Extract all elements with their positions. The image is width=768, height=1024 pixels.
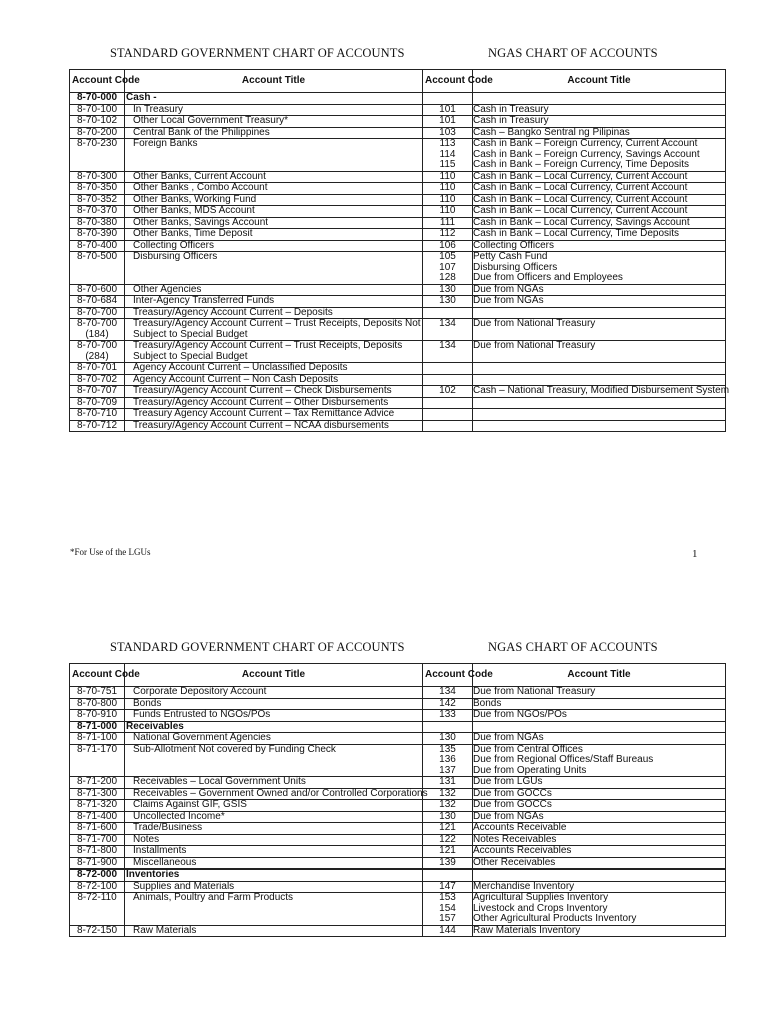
account-title-cell: In Treasury [125, 104, 423, 116]
table-row [70, 284, 726, 296]
ngas-title-cell: Agricultural Supplies Inventory Livestock and Crops Inventory Other Agricultural Products Inventory [473, 893, 726, 926]
ngas-code-cell: 139 [423, 857, 473, 869]
account-title-cell: Other Banks, Current Account [125, 171, 423, 183]
ngas-code-cell [423, 420, 473, 432]
table-row [70, 183, 726, 195]
ngas-code-cell: 122 [423, 834, 473, 846]
account-code-cell: 8-70-709 [70, 397, 125, 409]
sgca-heading: STANDARD GOVERNMENT CHART OF ACCOUNTS [110, 46, 405, 60]
account-code-cell: 8-70-380 [70, 217, 125, 229]
table-row [70, 777, 726, 789]
ngas-title-cell: Cash in Bank – Local Currency, Current Account [473, 171, 726, 183]
account-code-cell: 8-70-600 [70, 284, 125, 296]
account-code-cell: 8-70-000 [70, 93, 125, 105]
account-code-cell: 8-70-350 [70, 183, 125, 195]
account-code-cell: 8-71-320 [70, 800, 125, 812]
account-title-cell: Raw Materials [125, 925, 423, 937]
ngas-title-cell: Other Receivables [473, 857, 726, 869]
ngas-code-cell: 132 [423, 800, 473, 812]
ngas-code-cell: 144 [423, 925, 473, 937]
account-code-cell: 8-71-900 [70, 857, 125, 869]
account-code-cell: 8-71-400 [70, 811, 125, 823]
ngas-code-cell: 102 [423, 386, 473, 398]
table-row [70, 733, 726, 745]
table-row [70, 409, 726, 421]
ngas-code-cell: 110 [423, 171, 473, 183]
account-title-cell: Agency Account Current – Non Cash Deposits [125, 374, 423, 386]
account-title-cell: Other Banks, Time Deposit [125, 229, 423, 241]
account-title-cell: Foreign Banks [125, 139, 423, 172]
ngas-code-cell: 153 154 157 [423, 893, 473, 926]
ngas-title-cell: Due from GOCCs [473, 800, 726, 812]
table-row [70, 881, 726, 893]
ngas-code-cell: 130 [423, 811, 473, 823]
ngas-code-cell: 110 [423, 183, 473, 195]
ngas-code-cell [423, 397, 473, 409]
table-row [70, 687, 726, 699]
account-title-cell: Trade/Business [125, 823, 423, 835]
account-code-cell: 8-70-700 (284) [70, 341, 125, 363]
account-title-cell: Other Banks, Working Fund [125, 194, 423, 206]
account-code-cell: 8-70-500 [70, 252, 125, 285]
table-row [70, 397, 726, 409]
account-title-cell: Claims Against GIF, GSIS [125, 800, 423, 812]
ngas-title-cell: Due from National Treasury [473, 319, 726, 341]
account-code-cell: 8-71-170 [70, 744, 125, 777]
ngas-heading: NGAS CHART OF ACCOUNTS [488, 640, 658, 654]
table-row [70, 171, 726, 183]
ngas-code-cell [423, 374, 473, 386]
account-title-cell: Receivables [125, 721, 423, 733]
table-row [70, 217, 726, 229]
account-title-cell: Receivables – Local Government Units [125, 777, 423, 789]
table-row [70, 386, 726, 398]
account-title-cell: Collecting Officers [125, 240, 423, 252]
ngas-code-cell: 134 [423, 687, 473, 699]
account-code-cell: 8-72-100 [70, 881, 125, 893]
ngas-code-cell: 101 [423, 116, 473, 128]
table-row [70, 127, 726, 139]
ngas-code-cell: 147 [423, 881, 473, 893]
table-row [70, 834, 726, 846]
ngas-title-cell: Cash in Bank – Foreign Currency, Current Account Cash in Bank – Foreign Currency, Savings Account Cash in Bank – Foreign Currency, Time Deposits [473, 139, 726, 172]
ngas-title-cell [473, 397, 726, 409]
table-row [70, 194, 726, 206]
account-title-cell: Treasury/Agency Account Current – Check Disbursements [125, 386, 423, 398]
account-code-cell: 8-70-702 [70, 374, 125, 386]
ngas-title-cell: Due from NGAs [473, 296, 726, 308]
ngas-title-cell: Collecting Officers [473, 240, 726, 252]
sgca-heading: STANDARD GOVERNMENT CHART OF ACCOUNTS [110, 640, 405, 654]
accounts-table-page1 [69, 69, 730, 432]
ngas-title-cell: Bonds [473, 698, 726, 710]
page-number: 1 [692, 548, 698, 560]
account-title-cell: Notes [125, 834, 423, 846]
ngas-code-cell: 130 [423, 284, 473, 296]
account-title-cell: Other Agencies [125, 284, 423, 296]
ngas-title-cell [473, 721, 726, 733]
account-code-cell: 8-70-300 [70, 171, 125, 183]
account-title-cell: Sub-Allotment Not covered by Funding Check [125, 744, 423, 777]
table-row [70, 363, 726, 375]
ngas-title-cell: Due from NGOs/POs [473, 710, 726, 722]
account-code-cell: 8-71-300 [70, 788, 125, 800]
ngas-code-cell: 130 [423, 733, 473, 745]
table-row [70, 206, 726, 218]
ngas-title-cell: Cash – Bangko Sentral ng Pilipinas [473, 127, 726, 139]
table-row [70, 710, 726, 722]
ngas-code-cell: 103 [423, 127, 473, 139]
account-code-cell: 8-70-230 [70, 139, 125, 172]
col-ngas-account-title: Account Title [473, 664, 726, 687]
account-title-cell: Treasury/Agency Account Current – Other Disbursements [125, 397, 423, 409]
account-code-cell: 8-70-712 [70, 420, 125, 432]
ngas-title-cell [473, 409, 726, 421]
ngas-title-cell: Due from NGAs [473, 811, 726, 823]
table-row [70, 374, 726, 386]
account-code-cell: 8-71-600 [70, 823, 125, 835]
ngas-title-cell: Cash in Treasury [473, 116, 726, 128]
account-code-cell: 8-70-200 [70, 127, 125, 139]
col-account-code: Account Code [70, 70, 125, 93]
ngas-title-cell: Cash in Bank – Local Currency, Current Account [473, 183, 726, 195]
ngas-title-cell: Accounts Receivables [473, 846, 726, 858]
table-row [70, 925, 726, 937]
ngas-title-cell [473, 93, 726, 105]
ngas-code-cell: 134 [423, 341, 473, 363]
account-title-cell: Treasury/Agency Account Current – Trust Receipts, Deposits Not Subject to Special Budget [125, 319, 423, 341]
account-title-cell: Treasury Agency Account Current – Tax Remittance Advice [125, 409, 423, 421]
ngas-code-cell [423, 870, 473, 882]
account-title-cell: Treasury/Agency Account Current – Deposits [125, 307, 423, 319]
table-row [70, 93, 726, 105]
ngas-code-cell: 133 [423, 710, 473, 722]
ngas-code-cell: 134 [423, 319, 473, 341]
table-row [70, 229, 726, 241]
ngas-title-cell [473, 870, 726, 882]
account-code-cell: 8-70-390 [70, 229, 125, 241]
table-row [70, 857, 726, 869]
account-code-cell: 8-70-400 [70, 240, 125, 252]
table-row [70, 116, 726, 128]
table-row [70, 698, 726, 710]
footnote: *For Use of the LGUs [70, 547, 151, 557]
ngas-code-cell: 121 [423, 846, 473, 858]
ngas-title-cell: Cash in Bank – Local Currency, Current Account [473, 206, 726, 218]
table-row [70, 296, 726, 308]
account-title-cell: Central Bank of the Philippines [125, 127, 423, 139]
ngas-code-cell [423, 93, 473, 105]
account-title-cell: Other Banks, MDS Account [125, 206, 423, 218]
account-title-cell: Cash - [125, 93, 423, 105]
ngas-code-cell [423, 307, 473, 319]
account-title-cell: Other Banks , Combo Account [125, 183, 423, 195]
ngas-code-cell: 105 107 128 [423, 252, 473, 285]
table-row [70, 721, 726, 733]
account-code-cell: 8-71-800 [70, 846, 125, 858]
table-row [70, 744, 726, 777]
account-title-cell: Agency Account Current – Unclassified Deposits [125, 363, 423, 375]
table-row [70, 846, 726, 858]
account-code-cell: 8-72-000 [70, 870, 125, 882]
ngas-code-cell: 135 136 137 [423, 744, 473, 777]
accounts-table-page2 [69, 663, 726, 937]
ngas-code-cell: 111 [423, 217, 473, 229]
account-code-cell: 8-71-200 [70, 777, 125, 789]
account-code-cell: 8-70-700 (184) [70, 319, 125, 341]
table-row [70, 823, 726, 835]
ngas-title-cell [473, 363, 726, 375]
account-code-cell: 8-71-700 [70, 834, 125, 846]
ngas-code-cell [423, 409, 473, 421]
account-code-cell: 8-70-100 [70, 104, 125, 116]
table-row [70, 319, 726, 341]
account-title-cell: Supplies and Materials [125, 881, 423, 893]
ngas-code-cell: 110 [423, 194, 473, 206]
account-title-cell: Treasury/Agency Account Current – NCAA disbursements [125, 420, 423, 432]
account-title-cell: Corporate Depository Account [125, 687, 423, 699]
account-code-cell: 8-70-352 [70, 194, 125, 206]
ngas-title-cell: Notes Receivables [473, 834, 726, 846]
table-row [70, 788, 726, 800]
account-code-cell: 8-70-684 [70, 296, 125, 308]
ngas-title-cell [473, 420, 726, 432]
account-title-cell: Other Banks, Savings Account [125, 217, 423, 229]
account-code-cell: 8-70-700 [70, 307, 125, 319]
table-row [70, 341, 726, 363]
account-title-cell: Miscellaneous [125, 857, 423, 869]
account-title-cell: Bonds [125, 698, 423, 710]
ngas-code-cell: 131 [423, 777, 473, 789]
col-account-title: Account Title [125, 70, 423, 93]
ngas-code-cell: 142 [423, 698, 473, 710]
page1-header [0, 0, 768, 69]
ngas-code-cell: 110 [423, 206, 473, 218]
account-title-cell: Other Local Government Treasury* [125, 116, 423, 128]
table-row [70, 800, 726, 812]
col-account-code: Account Code [70, 664, 125, 687]
table-row [70, 104, 726, 116]
ngas-title-cell: Merchandise Inventory [473, 881, 726, 893]
account-title-cell: Treasury/Agency Account Current – Trust Receipts, Deposits Subject to Special Budget [125, 341, 423, 363]
ngas-title-cell: Due from LGUs [473, 777, 726, 789]
col-ngas-account-code: Account Code [423, 70, 473, 93]
ngas-code-cell: 132 [423, 788, 473, 800]
table-row [70, 252, 726, 285]
col-ngas-account-code: Account Code [423, 664, 473, 687]
ngas-title-cell: Cash in Bank – Local Currency, Savings Account [473, 217, 726, 229]
ngas-code-cell: 101 [423, 104, 473, 116]
account-code-cell: 8-70-102 [70, 116, 125, 128]
account-title-cell: Receivables – Government Owned and/or Controlled Corporations [125, 788, 423, 800]
table-row [70, 811, 726, 823]
ngas-code-cell: 113 114 115 [423, 139, 473, 172]
ngas-title-cell: Due from National Treasury [473, 341, 726, 363]
table-row [70, 307, 726, 319]
account-code-cell: 8-70-701 [70, 363, 125, 375]
ngas-title-cell: Petty Cash Fund Disbursing Officers Due from Officers and Employees [473, 252, 726, 285]
account-code-cell: 8-70-751 [70, 687, 125, 699]
account-code-cell: 8-70-910 [70, 710, 125, 722]
ngas-code-cell: 106 [423, 240, 473, 252]
ngas-code-cell [423, 363, 473, 375]
ngas-title-cell: Cash – National Treasury, Modified Disbursement System [473, 385, 730, 396]
account-code-cell: 8-72-150 [70, 925, 125, 937]
page2-header [0, 594, 768, 663]
ngas-title-cell [473, 307, 726, 319]
ngas-heading: NGAS CHART OF ACCOUNTS [488, 46, 658, 60]
account-title-cell: Disbursing Officers [125, 252, 423, 285]
ngas-title-cell: Due from GOCCs [473, 788, 726, 800]
ngas-title-cell: Cash in Bank – Local Currency, Current Account [473, 194, 726, 206]
ngas-title-cell: Accounts Receivable [473, 823, 726, 835]
account-title-cell: Inventories [125, 870, 423, 882]
ngas-title-cell: Due from Central Offices Due from Regional Offices/Staff Bureaus Due from Operating Units [473, 744, 726, 777]
col-ngas-account-title: Account Title [473, 70, 726, 93]
account-code-cell: 8-70-710 [70, 409, 125, 421]
table-row [70, 139, 726, 172]
account-title-cell: Uncollected Income* [125, 811, 423, 823]
table-row [70, 240, 726, 252]
col-account-title: Account Title [125, 664, 423, 687]
ngas-title-cell: Raw Materials Inventory [473, 925, 726, 937]
account-title-cell: Animals, Poultry and Farm Products [125, 893, 423, 926]
ngas-title-cell: Cash in Treasury [473, 104, 726, 116]
account-code-cell: 8-71-000 [70, 721, 125, 733]
table-row [70, 420, 726, 432]
ngas-title-cell: Due from NGAs [473, 284, 726, 296]
account-code-cell: 8-70-707 [70, 386, 125, 398]
ngas-code-cell [423, 721, 473, 733]
accounts-table-body [70, 92, 730, 432]
table-row [70, 870, 726, 882]
ngas-title-cell: Due from NGAs [473, 733, 726, 745]
account-title-cell: Installments [125, 846, 423, 858]
ngas-title-cell: Due from National Treasury [473, 687, 726, 699]
ngas-code-cell: 121 [423, 823, 473, 835]
table-row [70, 893, 726, 926]
account-title-cell: National Government Agencies [125, 733, 423, 745]
ngas-title-cell [473, 374, 726, 386]
account-code-cell: 8-70-370 [70, 206, 125, 218]
account-code-cell: 8-71-100 [70, 733, 125, 745]
account-code-cell: 8-70-800 [70, 698, 125, 710]
account-code-cell: 8-72-110 [70, 893, 125, 926]
ngas-code-cell: 112 [423, 229, 473, 241]
accounts-table-body [70, 687, 726, 937]
account-title-cell: Funds Entrusted to NGOs/POs [125, 710, 423, 722]
ngas-code-cell: 130 [423, 296, 473, 308]
account-title-cell: Inter-Agency Transferred Funds [125, 296, 423, 308]
ngas-title-cell: Cash in Bank – Local Currency, Time Deposits [473, 229, 726, 241]
